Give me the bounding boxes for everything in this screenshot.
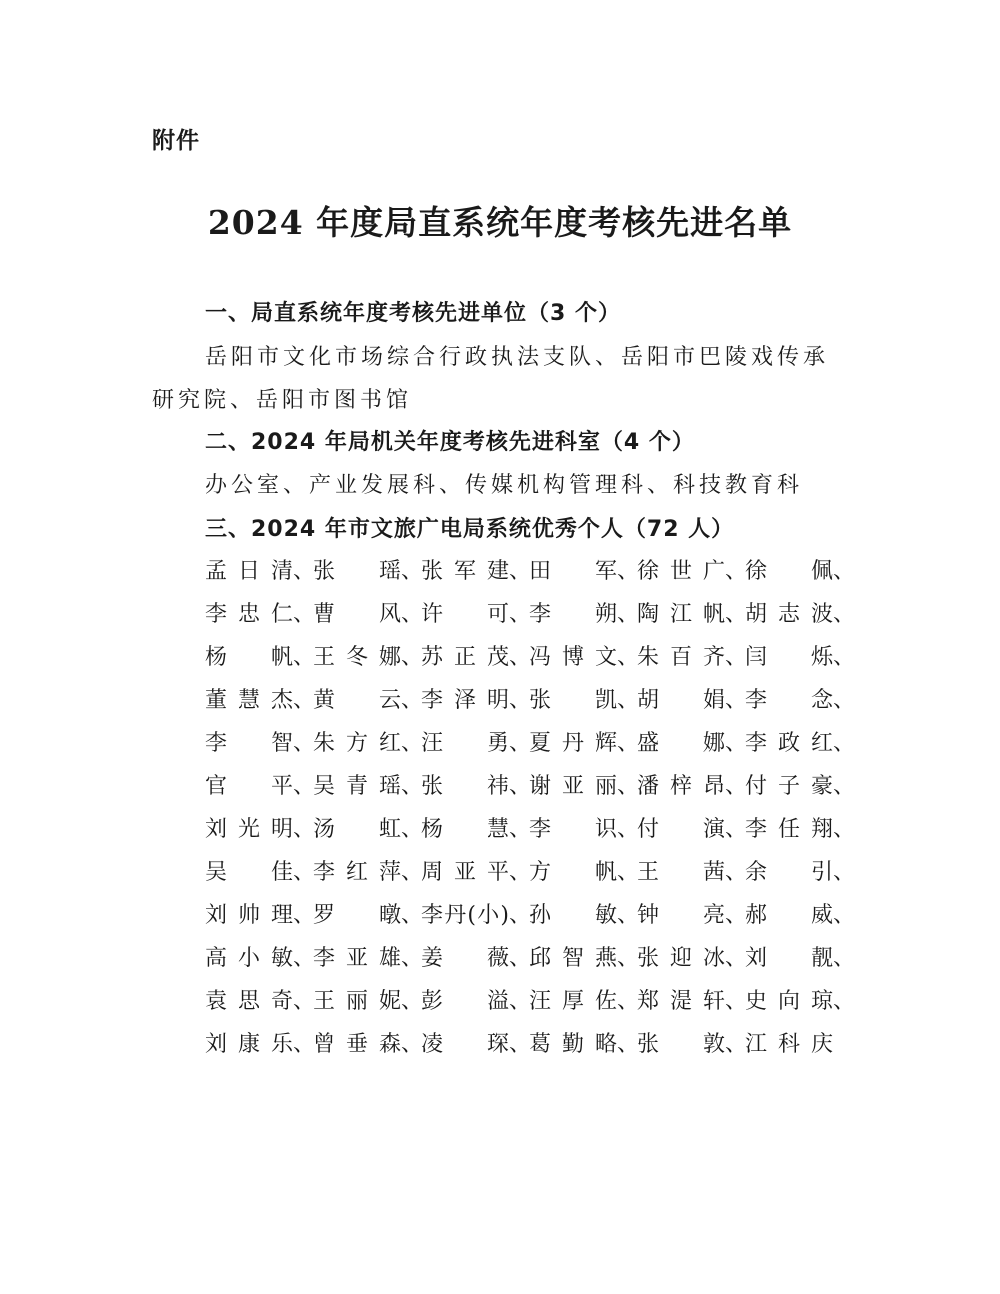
person-entry: [529, 554, 640, 585]
person-name: 葛勤略: [529, 1032, 617, 1057]
person-name: 官 平: [205, 774, 293, 799]
name-separator: 、: [293, 774, 316, 799]
person-entry: [637, 812, 748, 843]
person-entry: [205, 640, 316, 671]
person-name: 黄 云: [313, 688, 401, 713]
name-separator: 、: [617, 946, 640, 971]
person-entry: [421, 554, 532, 585]
person-name: 陶江帆: [637, 602, 725, 627]
name-separator: 、: [509, 817, 532, 842]
name-separator: 、: [833, 602, 856, 627]
name-separator: 、: [401, 817, 424, 842]
name-separator: 、: [293, 946, 316, 971]
name-separator: 、: [833, 860, 856, 885]
person-entry: [745, 683, 856, 714]
attachment-label: 附件: [152, 128, 200, 154]
person-name: 吴青瑶: [313, 774, 401, 799]
person-entry: [745, 855, 856, 886]
person-entry: [421, 640, 532, 671]
person-name: 王丽妮: [313, 989, 401, 1014]
section-2-heading: 二、2024 年局机关年度考核先进科室（4 个）: [205, 430, 695, 455]
person-name: 郑湜轩: [637, 989, 725, 1014]
name-separator: 、: [617, 602, 640, 627]
name-separator: 、: [401, 645, 424, 670]
person-entry: [421, 726, 532, 757]
person-name: 王冬娜: [313, 645, 401, 670]
name-separator: 、: [401, 1032, 424, 1057]
person-entry: [205, 812, 316, 843]
name-separator: 、: [401, 602, 424, 627]
person-entry: [421, 941, 532, 972]
person-name: 董慧杰: [205, 688, 293, 713]
name-separator: 、: [725, 645, 748, 670]
section-2-line-1: 办公室、产业发展科、传媒机构管理科、科技教育科: [205, 473, 804, 498]
name-separator: 、: [401, 946, 424, 971]
name-separator: 、: [293, 688, 316, 713]
person-name: 冯博文: [529, 645, 617, 670]
person-name: 田 军: [529, 559, 617, 584]
name-row: [205, 1021, 855, 1064]
name-separator: 、: [293, 989, 316, 1014]
name-separator: 、: [725, 688, 748, 713]
name-separator: 、: [293, 731, 316, 756]
person-name: 李政红: [745, 731, 833, 756]
person-entry: [313, 984, 424, 1015]
name-row: [205, 978, 855, 1021]
person-entry: [313, 769, 424, 800]
name-separator: 、: [725, 860, 748, 885]
person-name: 张迎冰: [637, 946, 725, 971]
name-separator: 、: [617, 1032, 640, 1057]
name-separator: 、: [509, 946, 532, 971]
person-entry: [421, 1027, 532, 1058]
person-name: 孙 敏: [529, 903, 617, 928]
person-entry: [205, 855, 316, 886]
name-separator: 、: [725, 817, 748, 842]
name-separator: 、: [833, 817, 856, 842]
person-name: 张 敦: [637, 1032, 725, 1057]
person-entry: [205, 984, 316, 1015]
person-entry: [637, 984, 748, 1015]
person-name: 朱方红: [313, 731, 401, 756]
name-separator: 、: [401, 989, 424, 1014]
person-name: 曾垂森: [313, 1032, 401, 1057]
person-name: 郝 威: [745, 903, 833, 928]
name-separator: 、: [293, 602, 316, 627]
person-entry: [205, 941, 316, 972]
name-separator: 、: [833, 946, 856, 971]
person-entry: [313, 726, 424, 757]
person-name: 余 引: [745, 860, 833, 885]
name-separator: 、: [617, 860, 640, 885]
name-separator: 、: [401, 731, 424, 756]
name-separator: 、: [725, 774, 748, 799]
people-list: [205, 548, 855, 1064]
name-row: [205, 548, 855, 591]
name-separator: 、: [725, 731, 748, 756]
person-entry: [745, 984, 856, 1015]
person-entry: [745, 554, 856, 585]
person-entry: [205, 726, 316, 757]
person-entry: [421, 812, 532, 843]
name-separator: 、: [509, 688, 532, 713]
person-name: 胡 娟: [637, 688, 725, 713]
person-name: 彭 溢: [421, 989, 509, 1014]
name-separator: 、: [725, 903, 748, 928]
person-entry: [313, 597, 424, 628]
person-entry: [745, 726, 856, 757]
name-separator: 、: [617, 731, 640, 756]
person-name: 李 智: [205, 731, 293, 756]
person-entry: [745, 898, 856, 929]
person-name: 周亚平: [421, 860, 509, 885]
person-name: 刘光明: [205, 817, 293, 842]
person-entry: [745, 597, 856, 628]
name-separator: 、: [617, 903, 640, 928]
person-name: 李丹(小): [421, 903, 509, 928]
person-entry: [745, 941, 856, 972]
person-name: 夏丹辉: [529, 731, 617, 756]
person-entry: [745, 640, 856, 671]
name-separator: 、: [509, 559, 532, 584]
name-separator: 、: [509, 989, 532, 1014]
name-separator: 、: [293, 860, 316, 885]
person-entry: [529, 812, 640, 843]
person-name: 吴 佳: [205, 860, 293, 885]
person-name: 胡志波: [745, 602, 833, 627]
person-entry: [421, 597, 532, 628]
person-name: 朱百齐: [637, 645, 725, 670]
person-name: 张 祎: [421, 774, 509, 799]
name-separator: 、: [401, 860, 424, 885]
person-entry: [529, 726, 640, 757]
name-separator: 、: [725, 989, 748, 1014]
name-separator: 、: [617, 559, 640, 584]
person-name: 曹 风: [313, 602, 401, 627]
person-name: 李红萍: [313, 860, 401, 885]
person-name: 刘帅理: [205, 903, 293, 928]
person-entry: [529, 769, 640, 800]
person-entry: [529, 941, 640, 972]
person-entry: [637, 640, 748, 671]
name-separator: 、: [293, 1032, 316, 1057]
name-separator: 、: [509, 731, 532, 756]
name-separator: 、: [617, 817, 640, 842]
section-1-heading: 一、局直系统年度考核先进单位（3 个）: [205, 301, 621, 326]
person-name: 汪厚佐: [529, 989, 617, 1014]
name-separator: 、: [401, 774, 424, 799]
name-row: [205, 677, 855, 720]
person-entry: [205, 683, 316, 714]
name-separator: 、: [833, 774, 856, 799]
person-name: 江科庆: [745, 1032, 833, 1057]
name-separator: 、: [401, 903, 424, 928]
person-name: 钟 亮: [637, 903, 725, 928]
person-name: 李 念: [745, 688, 833, 713]
person-entry: [529, 640, 640, 671]
person-entry: [637, 855, 748, 886]
person-name: 刘康乐: [205, 1032, 293, 1057]
name-row: [205, 892, 855, 935]
person-entry: [421, 855, 532, 886]
person-name: 闫 烁: [745, 645, 833, 670]
name-row: [205, 849, 855, 892]
name-separator: 、: [293, 817, 316, 842]
name-separator: 、: [293, 559, 316, 584]
person-entry: [745, 769, 856, 800]
person-name: 汤 虹: [313, 817, 401, 842]
person-entry: [205, 597, 316, 628]
section-1-line-1: 岳阳市文化市场综合行政执法支队、岳阳市巴陵戏传承: [205, 345, 830, 370]
person-name: 许 可: [421, 602, 509, 627]
name-separator: 、: [509, 860, 532, 885]
person-entry: [421, 683, 532, 714]
person-name: 潘梓昂: [637, 774, 725, 799]
person-name: 李泽明: [421, 688, 509, 713]
person-name: 张军建: [421, 559, 509, 584]
person-entry: [637, 597, 748, 628]
name-separator: 、: [833, 731, 856, 756]
person-name: 付 演: [637, 817, 725, 842]
person-entry: [421, 769, 532, 800]
name-separator: 、: [833, 559, 856, 584]
person-name: 姜 薇: [421, 946, 509, 971]
name-row: [205, 634, 855, 677]
name-separator: 、: [509, 903, 532, 928]
name-separator: 、: [617, 688, 640, 713]
name-row: [205, 806, 855, 849]
person-name: 李忠仁: [205, 602, 293, 627]
name-separator: 、: [401, 559, 424, 584]
person-entry: [313, 941, 424, 972]
person-name: 史向琼: [745, 989, 833, 1014]
person-name: 孟日清: [205, 559, 293, 584]
person-name: 徐世广: [637, 559, 725, 584]
person-entry: [637, 769, 748, 800]
name-separator: 、: [833, 645, 856, 670]
name-separator: 、: [293, 645, 316, 670]
person-name: 刘 靓: [745, 946, 833, 971]
person-entry: [313, 683, 424, 714]
person-entry: [205, 1027, 316, 1058]
person-name: 高小敏: [205, 946, 293, 971]
person-entry: [313, 1027, 424, 1058]
name-separator: 、: [401, 688, 424, 713]
person-name: 李任翔: [745, 817, 833, 842]
name-separator: 、: [725, 1032, 748, 1057]
name-row: [205, 720, 855, 763]
name-separator: 、: [509, 645, 532, 670]
name-separator: 、: [725, 559, 748, 584]
name-separator: 、: [833, 903, 856, 928]
person-entry: [205, 769, 316, 800]
person-entry: [529, 898, 640, 929]
person-entry: [637, 898, 748, 929]
person-entry: [637, 941, 748, 972]
person-entry: [313, 812, 424, 843]
person-name: 袁思奇: [205, 989, 293, 1014]
name-separator: 、: [509, 1032, 532, 1057]
section-1-line-2: 研究院、岳阳市图书馆: [152, 388, 413, 413]
person-name: 李 识: [529, 817, 617, 842]
person-name: 杨 慧: [421, 817, 509, 842]
name-separator: 、: [617, 774, 640, 799]
name-separator: 、: [725, 946, 748, 971]
person-name: 盛 娜: [637, 731, 725, 756]
person-entry: [313, 898, 424, 929]
person-name: 张 凯: [529, 688, 617, 713]
person-entry: [637, 554, 748, 585]
name-separator: 、: [617, 989, 640, 1014]
document-title: 2024 年度局直系统年度考核先进名单: [207, 203, 793, 242]
person-name: 杨 帆: [205, 645, 293, 670]
person-entry: [421, 984, 532, 1015]
name-row: [205, 935, 855, 978]
name-separator: 、: [833, 688, 856, 713]
person-entry: [529, 683, 640, 714]
name-separator: 、: [725, 602, 748, 627]
person-name: 凌 琛: [421, 1032, 509, 1057]
person-name: 罗 暾: [313, 903, 401, 928]
name-row: [205, 591, 855, 634]
person-name: 方 帆: [529, 860, 617, 885]
person-name: 邱智燕: [529, 946, 617, 971]
person-entry: [637, 726, 748, 757]
person-entry: [421, 898, 532, 929]
name-separator: 、: [617, 645, 640, 670]
person-entry: [313, 640, 424, 671]
name-row: [205, 763, 855, 806]
name-separator: 、: [293, 903, 316, 928]
person-name: 汪 勇: [421, 731, 509, 756]
person-entry: [637, 1027, 748, 1058]
person-entry: [205, 554, 316, 585]
person-name: 张 瑶: [313, 559, 401, 584]
name-separator: 、: [509, 774, 532, 799]
section-3-heading: 三、2024 年市文旅广电局系统优秀个人（72 人）: [205, 517, 735, 542]
person-entry: [529, 984, 640, 1015]
person-name: 苏正茂: [421, 645, 509, 670]
person-name: 谢亚丽: [529, 774, 617, 799]
person-entry: [745, 1027, 853, 1058]
person-entry: [529, 597, 640, 628]
person-name: 付子豪: [745, 774, 833, 799]
person-name: 王 茜: [637, 860, 725, 885]
name-separator: 、: [509, 602, 532, 627]
person-entry: [313, 554, 424, 585]
person-entry: [745, 812, 856, 843]
person-name: 徐 佩: [745, 559, 833, 584]
person-entry: [313, 855, 424, 886]
person-entry: [529, 1027, 640, 1058]
person-entry: [637, 683, 748, 714]
person-name: 李 朔: [529, 602, 617, 627]
name-separator: 、: [833, 989, 856, 1014]
person-name: 李亚雄: [313, 946, 401, 971]
person-entry: [529, 855, 640, 886]
person-entry: [205, 898, 316, 929]
